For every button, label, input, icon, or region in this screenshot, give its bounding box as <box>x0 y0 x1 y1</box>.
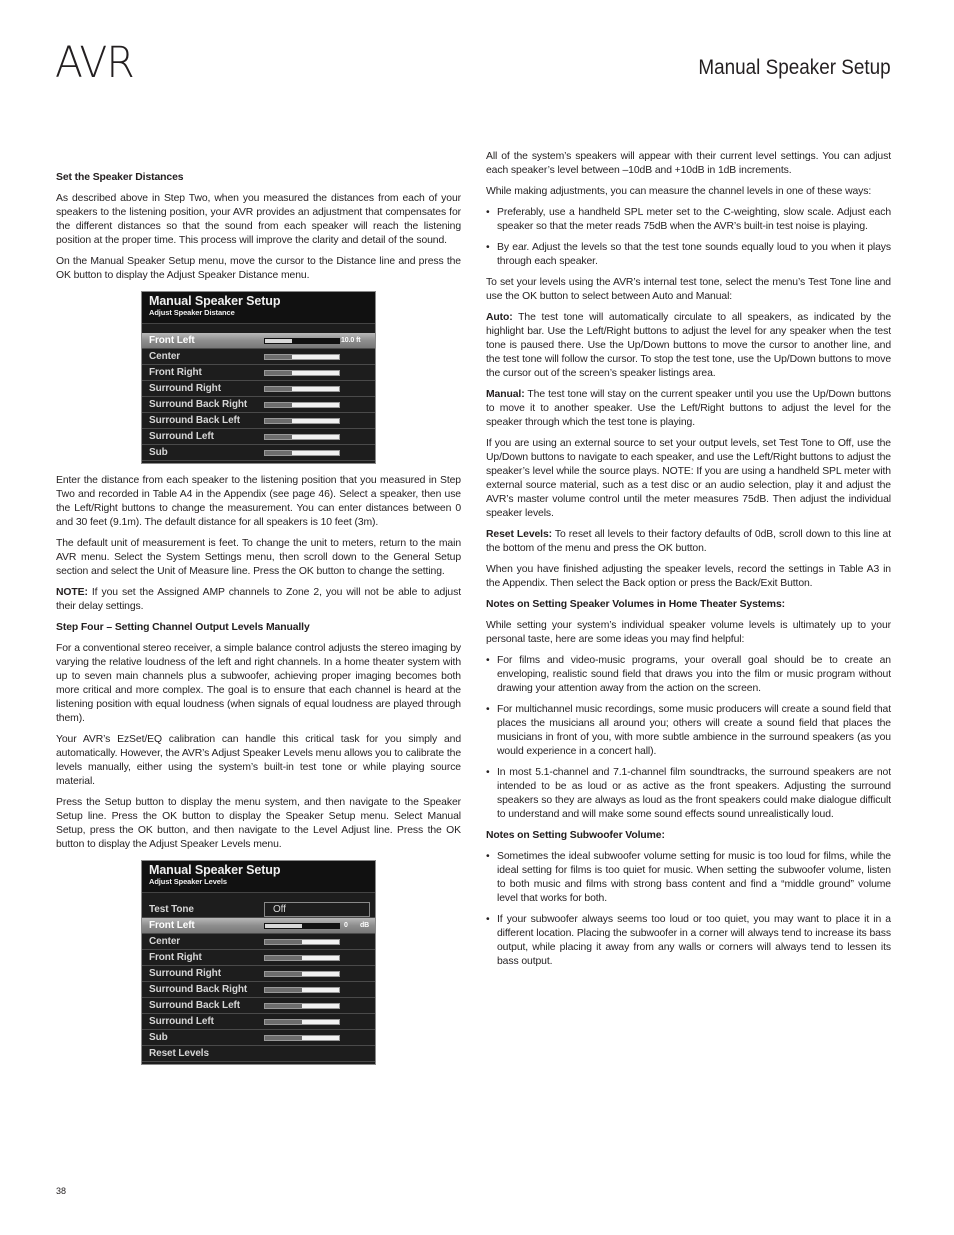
level-bar <box>264 923 340 929</box>
paragraph: The default unit of measurement is feet. To change the unit to meters, return to the main AVR menu. Select the System Settings menu, then scroll down to the General Setup section and select the Unit of Measure line. Press the OK button to change the setting. <box>56 538 461 577</box>
bullet-item: • In most 5.1-channel and 7.1-channel film soundtracks, the surround speakers are not intended to be as loud or as active as the front speakers. Adjusting the surround speakers so they are always as loud as the front speakers could make dialogue difficult to understand and will make some sound effects sound unrealistically loud. <box>486 766 891 822</box>
osd-row-surround-right <box>142 381 375 397</box>
osd-row-sub <box>142 445 375 461</box>
bullet-item: • Sometimes the ideal subwoofer volume setting for music is too loud for films, while the ideal setting for films is too quiet for music. When setting the subwoofer volume, listen to both music and films with strong bass content and find a “middle ground” volume level that works for both. <box>486 850 891 906</box>
speaker-label: Front Left <box>149 920 195 931</box>
current-value: 0 <box>344 922 348 929</box>
level-bar-fill <box>265 387 292 391</box>
speaker-label: Surround Left <box>149 1016 214 1027</box>
paragraph: For a conventional stereo receiver, a simple balance control adjusts the stereo imaging by varying the relative loudness of the left and right channels. In a home theater system with up to seven main channels plus a subwoofer, achieving proper imaging becomes both more critical and more complex. The goal is to ensure that each channel is heard at the listening position with equal loudness (when signals of equal loudness are played through them). <box>56 643 461 724</box>
osd-header <box>142 861 375 893</box>
current-value: 10.0 ft <box>341 337 361 344</box>
level-bar <box>264 939 340 945</box>
manual-text: The test tone will stay on the current speaker until you use the Up/Down buttons to move it to another speaker. Use the Left/Right buttons to adjust the level for the speaker through which the test tone is playing. <box>486 389 891 428</box>
osd-row-surround-back-left <box>142 998 375 1014</box>
osd-row-front-left <box>142 333 375 349</box>
manual-label: Manual: <box>486 389 525 400</box>
level-bar <box>264 386 340 392</box>
osd-row-surround-back-right <box>142 397 375 413</box>
level-bar-fill <box>265 1020 302 1024</box>
osd-row-center <box>142 934 375 950</box>
avr-logo: AVR <box>55 38 134 88</box>
osd-title: Manual Speaker Setup <box>149 863 281 877</box>
osd-title: Manual Speaker Setup <box>149 294 281 308</box>
right-column <box>486 150 891 976</box>
osd-header <box>142 292 375 324</box>
auto-label: Auto: <box>486 312 513 323</box>
speaker-label: Center <box>149 351 181 362</box>
osd-row-surround-back-left <box>142 413 375 429</box>
level-bar <box>264 987 340 993</box>
reset-paragraph <box>486 528 891 556</box>
speaker-label: Center <box>149 936 181 947</box>
auto-text: The test tone will automatically circulate to all speakers, as indicated by the highlight bar. Use the Left/Right buttons to adjust the level for any speaker when the test tone is paused there. Use the Up/Down buttons to move the cursor to another line, and the test tone will follow the cursor. To stop the test tone, use the Up/Down buttons to move the cursor out of the screen’s speaker listings area. <box>486 312 891 379</box>
level-bar-fill <box>265 1036 302 1040</box>
speaker-label: Surround Back Right <box>149 399 248 410</box>
note-paragraph <box>56 586 461 614</box>
level-bar-fill <box>265 972 302 976</box>
level-bar <box>264 370 340 376</box>
page-title: Manual Speaker Setup <box>698 56 891 79</box>
speaker-label: Sub <box>149 447 168 458</box>
heading-step-four: Step Four – Setting Channel Output Levels Manually <box>56 622 310 633</box>
osd-row-surround-left <box>142 1014 375 1030</box>
reset-text: To reset all levels to their factory defaults of 0dB, scroll down to this line at the bottom of the menu and press the OK button. <box>486 529 892 554</box>
speaker-label: Front Left <box>149 335 195 346</box>
level-bar <box>264 1035 340 1041</box>
level-bar <box>264 354 340 360</box>
osd-level-rows <box>142 918 375 1046</box>
level-bar-fill <box>265 339 292 343</box>
osd-adjust-speaker-distance <box>141 291 376 464</box>
reset-levels-label: Reset Levels <box>149 1048 209 1059</box>
speaker-label: Front Right <box>149 367 202 378</box>
level-bar-fill <box>265 988 302 992</box>
bullet-item: • For multichannel music recordings, some music producers will create a sound field that places the musicians all around you; others will create a sound field that places the musicians in front of you, with more subtle ambience in the surround speakers (as you would experience in a concert hall). <box>486 703 891 759</box>
osd-row-front-right <box>142 365 375 381</box>
speaker-label: Surround Back Right <box>149 984 248 995</box>
paragraph: As described above in Step Two, when you measured the distances from each of your speakers to the listening position, your AVR provides an adjustment that compensates for the different distances so that the sound from each speaker will reach the listening position at the proper time. This process will improve the clarity and detail of the sound. <box>56 193 461 246</box>
osd-row-center <box>142 349 375 365</box>
heading-notes-subwoofer: Notes on Setting Subwoofer Volume: <box>486 830 665 841</box>
level-bar <box>264 418 340 424</box>
reset-label: Reset Levels: <box>486 529 553 540</box>
level-bar-fill <box>265 435 292 439</box>
bullet-item: • For films and video-music programs, your overall goal should be to create an enveloping, realistic sound field that draws you into the film or music program without drawing your attention away from the action on the screen. <box>486 654 891 696</box>
level-bar-fill <box>265 924 302 928</box>
paragraph: While setting your system’s individual speaker volume levels is ultimately up to your personal taste, here are some ideas you may find helpful: <box>486 620 891 645</box>
osd-distance-rows <box>142 333 375 461</box>
level-bar-fill <box>265 403 292 407</box>
heading-speaker-distances: Set the Speaker Distances <box>56 172 184 183</box>
left-column <box>56 171 461 1075</box>
osd-row-sub <box>142 1030 375 1046</box>
bullet-item: • Preferably, use a handheld SPL meter set to the C-weighting, slow scale. Adjust each speaker so that the meter reads 75dB when the AVR’s built-in test noise is playing. <box>486 206 891 234</box>
level-bar-fill <box>265 355 292 359</box>
osd-row-surround-right <box>142 966 375 982</box>
osd-row-surround-back-right <box>142 982 375 998</box>
note-text: If you set the Assigned AMP channels to Zone 2, you will not be able to adjust their delay settings. <box>56 587 461 612</box>
level-bar-fill <box>265 371 292 375</box>
level-bar-fill <box>265 1004 302 1008</box>
paragraph: To set your levels using the AVR’s internal test tone, select the menu’s Test Tone line and use the OK button to select between Auto and Manual: <box>486 277 891 302</box>
speaker-label: Surround Right <box>149 383 221 394</box>
level-bar <box>264 955 340 961</box>
osd-row-surround-left <box>142 429 375 445</box>
speaker-label: Surround Right <box>149 968 221 979</box>
level-bar-fill <box>265 956 302 960</box>
level-bar <box>264 338 340 344</box>
osd-subtitle: Adjust Speaker Distance <box>149 308 235 317</box>
level-bar-fill <box>265 940 302 944</box>
level-bar <box>264 1019 340 1025</box>
osd-adjust-speaker-levels <box>141 860 376 1065</box>
osd-row-test-tone <box>142 902 375 918</box>
level-bar <box>264 434 340 440</box>
test-tone-value: Off <box>264 902 370 917</box>
auto-paragraph <box>486 311 891 381</box>
speaker-label: Surround Back Left <box>149 415 240 426</box>
osd-row-reset-levels <box>142 1046 375 1062</box>
osd-row-front-left <box>142 918 375 934</box>
paragraph: If you are using an external source to set your output levels, set Test Tone to Off, use the Up/Down buttons to navigate to each speaker, and use the Left/Right buttons to adjust the speaker’s level while the source plays. NOTE: If you are using a handheld SPL meter with external source material, such as a test disc or an audio selection, play it and adjust the AVR’s master volume control until the meter measures 75dB. Then adjust the individual speaker levels. <box>486 438 891 519</box>
speaker-label: Sub <box>149 1032 168 1043</box>
level-bar-fill <box>265 419 292 423</box>
page-number: 38 <box>56 1186 67 1196</box>
paragraph: When you have finished adjusting the speaker levels, record the settings in Table A3 in the Appendix. Then select the Back option or press the Back/Exit Button. <box>486 564 891 589</box>
speaker-label: Surround Left <box>149 431 214 442</box>
level-bar <box>264 402 340 408</box>
bullet-item: • By ear. Adjust the levels so that the test tone sounds equally loud to you when it plays through each speaker. <box>486 241 891 269</box>
osd-subtitle: Adjust Speaker Levels <box>149 877 227 886</box>
paragraph: All of the system’s speakers will appear with their current level settings. You can adjust each speaker’s level between –10dB and +10dB in 1dB increments. <box>486 151 891 176</box>
paragraph: On the Manual Speaker Setup menu, move the cursor to the Distance line and press the OK button to display the Adjust Speaker Distance menu. <box>56 256 461 281</box>
osd-row-front-right <box>142 950 375 966</box>
note-label: NOTE: <box>56 587 88 598</box>
level-bar <box>264 971 340 977</box>
level-bar <box>264 450 340 456</box>
unit-label: dB <box>360 922 370 929</box>
level-bar-fill <box>265 451 292 455</box>
speaker-label: Front Right <box>149 952 202 963</box>
manual-paragraph <box>486 388 891 430</box>
paragraph: While making adjustments, you can measure the channel levels in one of these ways: <box>486 186 872 197</box>
paragraph: Press the Setup button to display the menu system, and then navigate to the Speaker Setup line. Press the OK button to display the Speaker Setup menu. Select Manual Setup, press the OK button, and then navigate to the Level Adjust line. Press the OK button to display the Adjust Speaker Levels menu. <box>56 797 461 850</box>
level-bar <box>264 1003 340 1009</box>
bullet-item: • If your subwoofer always seems too loud or too quiet, you may want to place it in a different location. Placing the subwoofer in a corner will always tend to increase its bass output, while placing it away from any walls or corners will always tend to lessen its bass output. <box>486 913 891 969</box>
paragraph: Enter the distance from each speaker to the listening position that you measured in Step Two and recorded in Table A4 in the Appendix (see page 46). Select a speaker, then use the Left/Right buttons to change the measurement. You can enter distances between 0 and 30 feet (9.1m). The default distance for all speakers is 10 feet (3m). <box>56 475 461 528</box>
paragraph: Your AVR’s EzSet/EQ calibration can handle this critical task for you simply and automatically. However, the AVR’s Adjust Speaker Levels menu allows you to calibrate the levels manually, either using the system’s built-in test tone or while playing source material. <box>56 734 461 787</box>
test-tone-label: Test Tone <box>149 904 194 915</box>
speaker-label: Surround Back Left <box>149 1000 240 1011</box>
heading-notes-volume: Notes on Setting Speaker Volumes in Home Theater Systems: <box>486 599 785 610</box>
